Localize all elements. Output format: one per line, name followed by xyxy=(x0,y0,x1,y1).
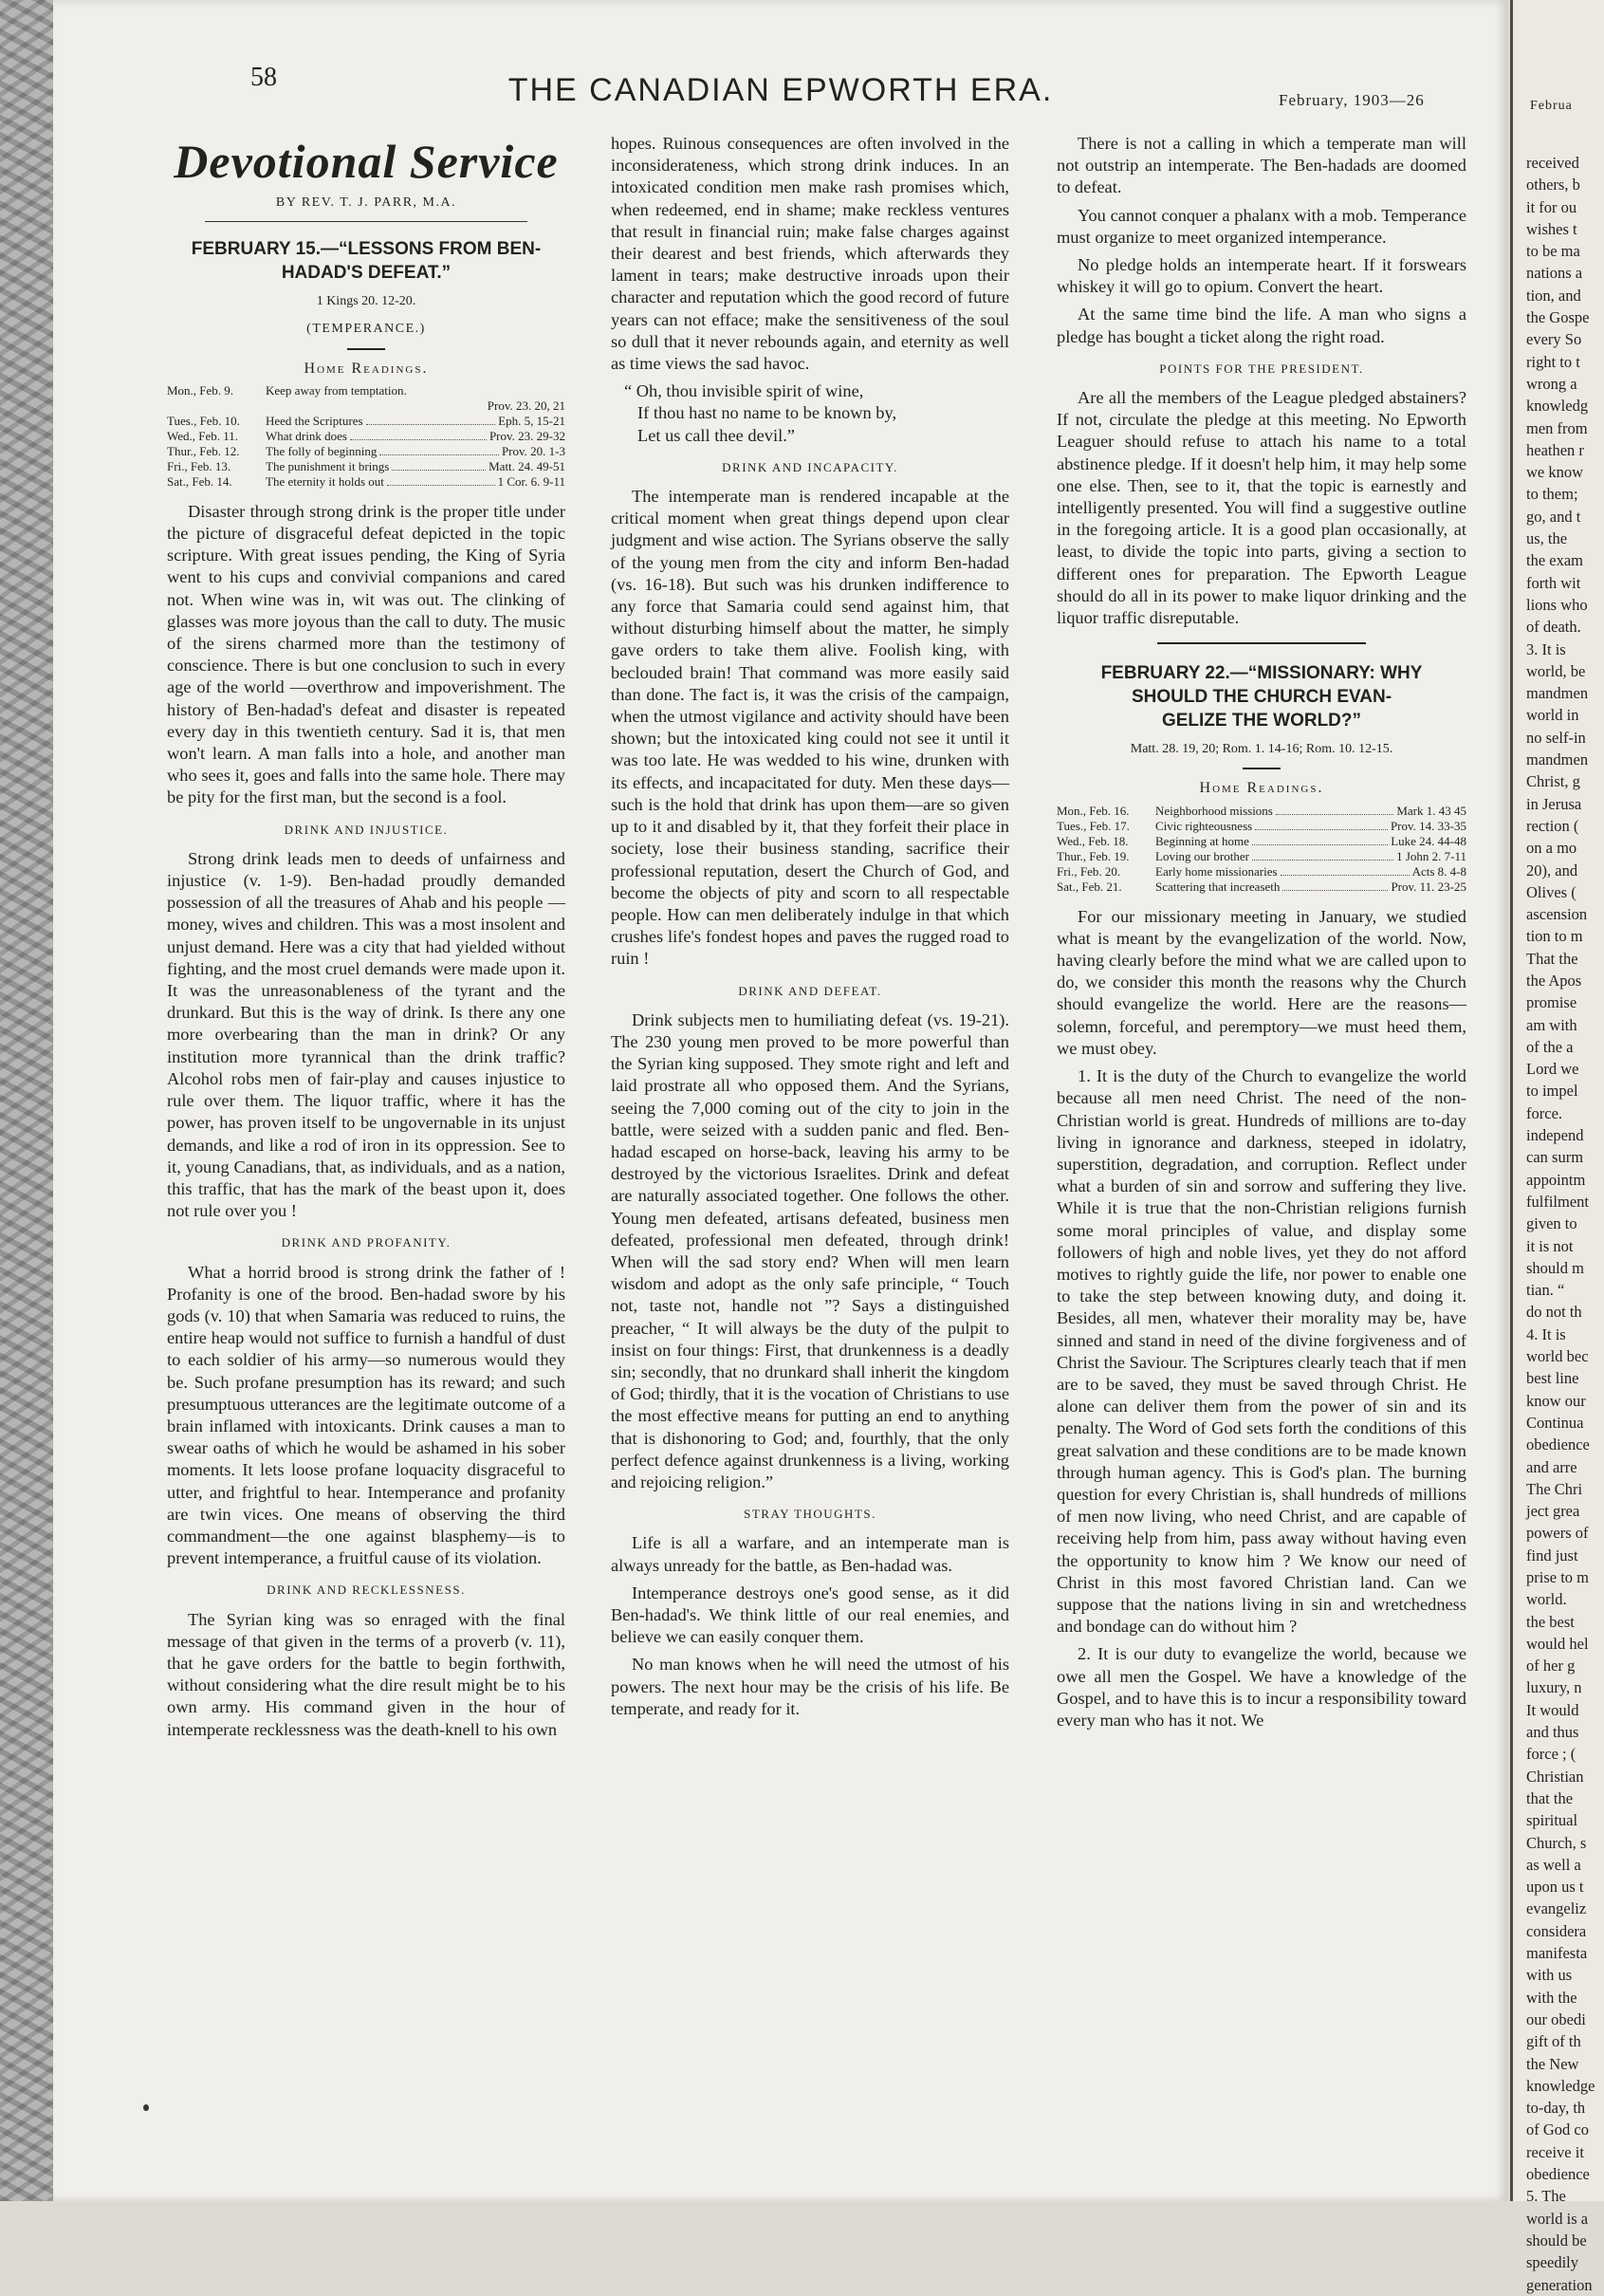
home-readings-list xyxy=(167,383,565,490)
adjacent-page-line: lions who xyxy=(1526,595,1588,614)
adjacent-page-line: receive it xyxy=(1526,2142,1584,2161)
adjacent-page-text xyxy=(1526,152,1595,2296)
book-binding xyxy=(0,0,53,2201)
adjacent-page-line: would hel xyxy=(1526,1634,1589,1653)
adjacent-page-line: 4. It is xyxy=(1526,1324,1566,1343)
section-heading: DRINK AND INCAPACITY. xyxy=(722,459,898,474)
lesson-subject: (TEMPERANCE.) xyxy=(306,322,426,337)
home-readings-title: Home Readings. xyxy=(304,360,429,377)
adjacent-page-line: of the a xyxy=(1526,1037,1574,1056)
adjacent-page-line: in Jerusa xyxy=(1526,794,1582,813)
adjacent-page-line: tion, and xyxy=(1526,286,1581,305)
adjacent-page-line: Christian xyxy=(1526,1767,1584,1786)
lesson-title: FEBRUARY 22.—“MISSIONARY: WHY SHOULD THE CHURCH EVAN- GELIZE THE WORLD?” xyxy=(1100,663,1423,731)
adjacent-page-line: spiritual xyxy=(1526,1811,1578,1830)
adjacent-page-line: tian. “ xyxy=(1526,1281,1565,1300)
adjacent-page-line: Lord we xyxy=(1526,1060,1579,1079)
adjacent-page-line: world. xyxy=(1526,1590,1567,1609)
adjacent-page-line: best line xyxy=(1526,1369,1579,1388)
adjacent-page-line: knowledge xyxy=(1526,2076,1595,2095)
adjacent-page-line: knowledg xyxy=(1526,397,1589,416)
paragraph: Strong drink leads men to deeds of unfairness and injustice (v. 1-9). Ben-hadad proudly demanded possession of all the treasures of Ahab and his people —money, wives and children. This was a most insolent and unjust demand. Here was a city that had yielded without fighting, and the most cruel demands were made upon it. It was the unreasonableness of the tyrant and the drunkard. But this is the way of drink. Is there any one more overbearing than the man in drink? Or any institution more tyrannical than the drink traffic? Alcohol robs men of fair-play and causes injustice to rule over them. The liquor traffic, where it has the power, has proven itself to be ungovernable in its unjust demands, and like a rod of iron in its oppression. See to it, young Canadians, that, as individuals, and as a nation, this traffic, that has the mark of the beast upon it, does not rule over you ! xyxy=(167,848,565,1221)
adjacent-page-line: to-day, th xyxy=(1526,2099,1586,2118)
paragraph: There is not a calling in which a temperate man will not outstrip an intemperate. The Ben-hadads are doomed to defeat. xyxy=(1057,134,1466,197)
section-heading: STRAY THOUGHTS. xyxy=(744,1507,876,1522)
adjacent-page-line: heathen r xyxy=(1526,440,1584,459)
paragraph: Disaster through strong drink is the proper title under the picture of disgraceful defeat depicted in the topic scripture. With great issues pending, the King of Syria went to his cups and convivial companions and cared not. When wine was in, wit was out. The clinking of glasses was more joyous than the call to duty. The music of the sirens charmed more than the testimony of conscience. There is but one conclusion to such in every age of the world —overthrow and impoverishment. The history of Ben-hadad's defeat and disaster is repeated every day in this twentieth century. Sad it is, that men won't learn. A man falls into a hole, and another man who sees it, goes and falls into the same hole. There may be pity for the first man, but the second is a fool. xyxy=(167,501,565,807)
section-masthead: Devotional Service xyxy=(174,135,559,188)
adjacent-page-line: as well a xyxy=(1526,1855,1581,1874)
adjacent-page-line: world in xyxy=(1526,706,1579,725)
adjacent-page-line: do not th xyxy=(1526,1303,1582,1322)
adjacent-page-line: powers of xyxy=(1526,1524,1589,1543)
issue-date: February, 1903—26 xyxy=(1279,91,1425,109)
reading-row: Thur., Feb. 12. The folly of beginning Prov. 20. 1-3 xyxy=(167,443,565,458)
adjacent-page-line: rection ( xyxy=(1526,816,1579,835)
adjacent-page-line: It would xyxy=(1526,1700,1579,1719)
adjacent-page-line: force ; ( xyxy=(1526,1745,1576,1764)
adjacent-page-line: obedience xyxy=(1526,1435,1590,1454)
adjacent-page-line: The Chri xyxy=(1526,1479,1583,1498)
paragraph: You cannot conquer a phalanx with a mob. Temperance must organize to meet organized intemperance. xyxy=(1057,205,1466,247)
reading-row: Wed., Feb. 18. Beginning at home Luke 24. 44-48 xyxy=(1057,833,1466,848)
adjacent-page-line: received xyxy=(1526,154,1579,172)
adjacent-page-line: Continua xyxy=(1526,1413,1584,1432)
adjacent-page-line: men from xyxy=(1526,418,1588,437)
reading-row: Fri., Feb. 20. Early home missionaries Acts 8. 4-8 xyxy=(1057,863,1466,879)
adjacent-page-line: no self-in xyxy=(1526,728,1586,747)
adjacent-page-line: nations a xyxy=(1526,264,1583,283)
adjacent-page-line: forth wit xyxy=(1526,573,1581,592)
adjacent-page-line: with the xyxy=(1526,1988,1577,2007)
paragraph: Life is all a warfare, and an intemperate man is always unready for the battle, as Ben-hadad was. xyxy=(611,1533,1009,1575)
print-speck xyxy=(143,2104,149,2111)
adjacent-page-line: with us xyxy=(1526,1966,1573,1985)
adjacent-page-line: am with xyxy=(1526,1015,1577,1034)
section-heading: DRINK AND RECKLESSNESS. xyxy=(267,1583,466,1598)
adjacent-page-line: should m xyxy=(1526,1258,1584,1277)
adjacent-page-line: it for ou xyxy=(1526,197,1577,216)
adjacent-page-line: appointm xyxy=(1526,1170,1586,1189)
home-readings-title: Home Readings. xyxy=(1199,780,1324,797)
section-heading: DRINK AND INJUSTICE. xyxy=(284,822,449,837)
reading-row: Sat., Feb. 21. Scattering that increaseth Prov. 11. 23-25 xyxy=(1057,879,1466,894)
paragraph: Intemperance destroys one's good sense, as it did Ben-hadad's. We think little of our real enemies, and believe we can easily conquer them. xyxy=(611,1583,1009,1647)
reading-row: Tues., Feb. 17. Civic righteousness Prov. 14. 33-35 xyxy=(1057,818,1466,833)
adjacent-page-line: luxury, n xyxy=(1526,1678,1582,1697)
paragraph: Are all the members of the League pledged abstainers? If not, circulate the pledge at this meeting. No Epworth Leaguer should refuse to attach his name to a total abstinence pledge. If it doesn't help him, it may help some one else. Then, see to it, that the topic is earnestly and intelligently presented. You will find a suggestive outline in the foregoing article. It is a good plan occasionally, at least, to divide the topic into parts, giving a section to different ones for preparation. The Epworth League should do all in its power to make liquor drinking and the liquor traffic disreputable. xyxy=(1057,388,1466,628)
adjacent-page-line: to them; xyxy=(1526,485,1578,504)
adjacent-page-line: go, and t xyxy=(1526,507,1581,526)
adjacent-page-line: we know xyxy=(1526,463,1584,482)
adjacent-page-line: obedience xyxy=(1526,2165,1590,2184)
paragraph: At the same time bind the life. A man who signs a pledge has bought a ticket along the right road. xyxy=(1057,305,1466,346)
adjacent-page-line: it is not xyxy=(1526,1236,1574,1255)
adjacent-page-line: fulfilment xyxy=(1526,1192,1589,1211)
publication-title: THE CANADIAN EPWORTH ERA. xyxy=(507,72,1054,108)
section-heading: DRINK AND DEFEAT. xyxy=(738,983,882,998)
adjacent-page-line: others, b xyxy=(1526,176,1580,194)
lesson-title: FEBRUARY 15.—“LESSONS FROM BEN- HADAD'S DEFEAT.” xyxy=(191,239,542,284)
paragraph: What a horrid brood is strong drink the father of ! Profanity is one of the brood. Ben-hadad swore by his gods (v. 10) that when Samaria was reduced to ruins, the entire heap would not suffice to furnish a handful of dust to each soldier of his army—so numerous would they be. Such profane presumption has its reward; and such presumptuous utterances are the legitimate outcome of a brain inflamed with intoxicants. Drink causes a man to swear oaths of which he would be ashamed in his sober moments. It lets loose profane loquacity disgraceful to utter, and frightful to hear. Intemperance and profanity are twin vices. One means of observing the third commandment—the one against blasphemy—is to prevent intemperance, a fruitful cause of its violation. xyxy=(167,1262,565,1568)
column-2 xyxy=(611,133,1009,1726)
paragraph: hopes. Ruinous consequences are often involved in the inconsiderateness, which strong drink induces. In an intoxicated condition men make rash promises which, when redeemed, end in shame; make reckless ventures that result in financial ruin; make false charges against their dearest and best friends, which afterwards they lament in tears; make destructive inroads upon their character and reputation which the good record of future years can not efface; make the sensitiveness of the soul so dull that it never rebounds again, and eternity as well as time views the sad havoc. xyxy=(611,134,1009,374)
byline: BY REV. T. J. PARR, M.A. xyxy=(275,195,457,210)
section-heading: POINTS FOR THE PRESIDENT. xyxy=(1159,361,1364,376)
adjacent-page-line: 5. The xyxy=(1526,2187,1566,2206)
adjacent-page-line: tion to m xyxy=(1526,927,1583,946)
adjacent-page-line: wrong a xyxy=(1526,374,1577,393)
adjacent-page-line: that the xyxy=(1526,1788,1574,1807)
column-1 xyxy=(167,133,565,1747)
paragraph: 1. It is the duty of the Church to evangelize the world because all men need Christ. The need of the non-Christian world is great. Hundreds of millions are to-day living in ignorance and darkness, steeped in idolatry, superstition, degradation, and corruption. Reflect under what a burden of sin and sorrow and suffering they live. While it is true that the non-Christian religions furnish some moral principles of value, and display some followers of high and noble lives, yet they do not afford motives to rightly guide the life, nor power to enable one to take the step between knowing duty, and doing it. Besides, all men, whatever their morality may be, have sinned and stand in need of the divine forgiveness and of Christ the Saviour. The Scriptures clearly teach that if men are to be saved, they must be saved through Christ. He alone can deliver them from the power of sin and its penalty. The Word of God sets forth the conditions of this great salvation and these conditions are to be made known through human agency. This is God's plan. The burning question for every Christian is, shall hundreds of millions of men now living, who need Christ, and are capable of receiving help from him, pass away without having even the opportunity to know him ? We know our need of Christ in this most favored Christian land. Can we suppose that the nations living in sin and wretchedness and bondage can do without him ? xyxy=(1057,1066,1466,1637)
reading-row: Tues., Feb. 10. Heed the Scriptures Eph. 5, 15-21 xyxy=(167,413,565,428)
column-3 xyxy=(1057,133,1466,1737)
paragraph: The Syrian king was so enraged with the final message of that given in the terms of a proverb (v. 11), that he gave orders for the battle to begin forthwith, without considering what the dire result might be to his own army. His command given in the hour of intemperate recklessness was the death-knell to his own xyxy=(167,1609,565,1739)
adjacent-page-line: the Gospe xyxy=(1526,308,1590,327)
scripture-reference: Matt. 28. 19, 20; Rom. 1. 14-16; Rom. 10. 12-15. xyxy=(1130,742,1393,757)
adjacent-page-line: Olives ( xyxy=(1526,882,1576,901)
adjacent-page-line: ject grea xyxy=(1526,1502,1580,1521)
paragraph: 2. It is our duty to evangelize the world, because we owe all men the Gospel. We have a knowledge of the Gospel, and to have this is to incur a responsibility toward every man who has it not. We xyxy=(1057,1644,1466,1730)
adjacent-page-line: should be xyxy=(1526,2231,1587,2250)
adjacent-page-line: That the xyxy=(1526,949,1578,968)
adjacent-page-line: to be ma xyxy=(1526,242,1580,261)
adjacent-page-line: Church, s xyxy=(1526,1833,1587,1852)
adjacent-page-line: generation xyxy=(1526,2275,1593,2294)
page-number: 58 xyxy=(250,63,277,92)
adjacent-page-line: mandmen xyxy=(1526,750,1589,769)
adjacent-page-line: us, the xyxy=(1526,529,1568,548)
reading-row: Fri., Feb. 13. The punishment it brings Matt. 24. 49-51 xyxy=(167,458,565,473)
adjacent-page-line: and thus xyxy=(1526,1723,1579,1742)
adjacent-page-line: ascension xyxy=(1526,905,1588,924)
adjacent-page-line: independ xyxy=(1526,1126,1584,1145)
paragraph: The intemperate man is rendered incapable at the critical moment when great things depend upon clear judgment and wise action. The Syrians observe the sally of the young men from the city and inform Ben-hadad (vs. 16-18). But such was his drunken indifference to any force that Samaria could send against him, that without disturbing himself about the matter, he simply gave orders to take them alive. Foolish king, with beclouded brain! That command was more easily said than done. The fact is, it was the crisis of the campaign, when the utmost vigilance and activity should have been shown; but the intoxicated king could not see it until it was too late. He was wedded to his wine, drunken with its effects, and incapacitated for duty. Men these days—such is the hold that drink has upon them—are so given up to it and disabled by it, that they forfeit their place in society, lose their business standing, sacrifice their professional reputation, desert the Church of God, and become the objects of pity and scorn to all respectable people. How can men deliberately indulge in that which crushes life's fondest hopes and paves the rugged road to ruin ! xyxy=(611,487,1009,969)
adjacent-page-line: and arre xyxy=(1526,1457,1577,1476)
adjacent-page-line: gift of th xyxy=(1526,2032,1581,2051)
adjacent-page-line: to impel xyxy=(1526,1082,1578,1101)
adjacent-page-edge xyxy=(1510,0,1604,2294)
adjacent-page-line: world is a xyxy=(1526,2209,1589,2228)
adjacent-page-line: prise to m xyxy=(1526,1568,1589,1586)
adjacent-page-line: force. xyxy=(1526,1103,1563,1122)
adjacent-page-line: our obedi xyxy=(1526,2009,1586,2028)
adjacent-page-line: Christ, g xyxy=(1526,772,1580,791)
adjacent-page-line: of her g xyxy=(1526,1657,1576,1676)
adjacent-page-line: mandmen xyxy=(1526,684,1589,703)
reading-row: Mon., Feb. 9. Keep away from temptation. xyxy=(167,382,407,398)
poem-quote: “ Oh, thou invisible spirit of wine, If thou hast no name to be known by, Let us call thee devil.” xyxy=(624,381,897,445)
adjacent-page-line: on a mo xyxy=(1526,839,1577,858)
adjacent-page-line: wishes t xyxy=(1526,219,1577,238)
adjacent-page-line: of death. xyxy=(1526,618,1581,637)
adjacent-page-line: world bec xyxy=(1526,1347,1589,1366)
adjacent-page-line: the best xyxy=(1526,1612,1575,1631)
divider xyxy=(205,221,527,222)
divider xyxy=(347,348,385,350)
adjacent-page-line: considera xyxy=(1526,1921,1587,1940)
reading-row: Thur., Feb. 19. Loving our brother 1 John 2. 7-11 xyxy=(1057,848,1466,863)
adjacent-page-line: every So xyxy=(1526,330,1582,349)
divider xyxy=(1157,642,1366,644)
scripture-reference: 1 Kings 20. 12-20. xyxy=(316,294,416,309)
adjacent-page-line: 3. It is xyxy=(1526,639,1566,658)
adjacent-page-line: the New xyxy=(1526,2054,1579,2073)
paragraph: For our missionary meeting in January, we studied what is meant by the evangelization of the world. Now, having clearly before the mind what we are called upon to do, we consider this month the reasons why the Church should evangelize the world. Here are the reasons—solemn, forceful, and peremptory—we must heed them, we must obey. xyxy=(1057,906,1466,1058)
adjacent-page-line: can surm xyxy=(1526,1148,1584,1167)
adjacent-page-line: given to xyxy=(1526,1214,1577,1233)
adjacent-page-line: right to t xyxy=(1526,352,1580,371)
adjacent-page-line: the Apos xyxy=(1526,971,1582,990)
divider xyxy=(1243,768,1281,769)
reading-row: Wed., Feb. 11. What drink does Prov. 23. 29-32 xyxy=(167,428,565,443)
adjacent-page-line: 20), and xyxy=(1526,861,1578,880)
adjacent-page-line: manifesta xyxy=(1526,1944,1588,1963)
section-heading: DRINK AND PROFANITY. xyxy=(281,1235,452,1250)
adjacent-page-line: world, be xyxy=(1526,661,1586,680)
adjacent-page-line: upon us t xyxy=(1526,1878,1584,1897)
paragraph: No man knows when he will need the utmost of his powers. The next hour may be the crisis of his life. Be temperate, and ready for it. xyxy=(611,1655,1009,1718)
paragraph: No pledge holds an intemperate heart. If it forswears whiskey it will go to opium. Convert the heart. xyxy=(1057,255,1466,297)
adjacent-page-line: evangeliz xyxy=(1526,1899,1587,1918)
paragraph: Drink subjects men to humiliating defeat (vs. 19-21). The 230 young men proved to be more powerful than the Syrian king supposed. They smote right and left and laid prostrate all who opposed them. And the Syrians, seeing the 7,000 coming out of the city to join in the battle, were seized with a sudden panic and fled. Ben-hadad escaped on horse-back, leaving his army to be destroyed by the victorious Israelites. Drink and defeat are naturally associated together. One follows the other. Young men defeated, artisans defeated, business men defeated, professional men defeated, through drink! When will the sad story end? When will men learn wisdom and adopt as the only safe principle, “ Touch not, taste not, handle not ”? Says a distinguished preacher, “ It will always be the duty of the pulpit to insist on four things: First, that drunkenness is a deadly sin; secondly, that no drunkard shall inherit the kingdom of God; thirdly, that it is the vocation of Christians to use the most effective means for putting an end to anything that is dishonoring to God; and, fourthly, that the only perfect defence against drunkenness is a living, working and rejoicing religion.” xyxy=(611,1009,1009,1491)
reading-row: Prov. 23. 20, 21 xyxy=(487,398,565,413)
reading-row: Mon., Feb. 16. Neighborhood missions Mark 1. 43 45 xyxy=(1057,803,1466,818)
home-readings-list xyxy=(1057,804,1466,895)
adjacent-page-line: promise xyxy=(1526,993,1577,1012)
adjacent-page-line: know our xyxy=(1526,1391,1586,1410)
adjacent-page-line: speedily xyxy=(1526,2253,1578,2272)
adjacent-page-line: find just xyxy=(1526,1546,1578,1565)
adjacent-page-line: of God co xyxy=(1526,2120,1589,2139)
adjacent-page-line: the exam xyxy=(1526,551,1584,570)
reading-row: Sat., Feb. 14. The eternity it holds out 1 Cor. 6. 9-11 xyxy=(167,473,565,489)
adjacent-page-header: Februa xyxy=(1530,99,1573,113)
